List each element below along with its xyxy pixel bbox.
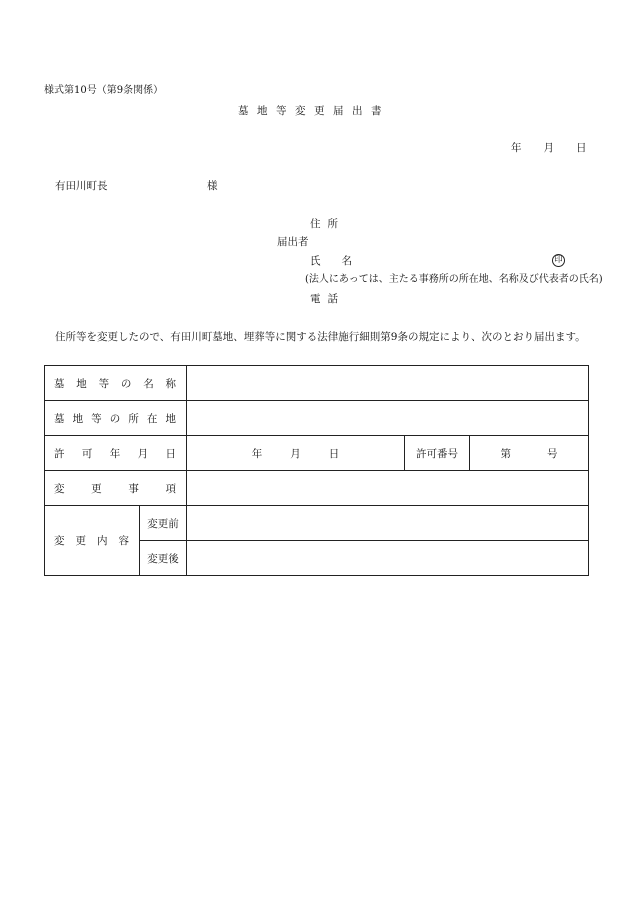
permit-year-unit: 年 bbox=[251, 447, 263, 460]
change-items-field[interactable] bbox=[187, 471, 589, 506]
cemetery-name-label: 墓 地 等 の 名 称 bbox=[54, 377, 176, 390]
before-field[interactable] bbox=[187, 506, 589, 541]
change-items-label-cell bbox=[45, 471, 187, 506]
cemetery-location-field[interactable] bbox=[187, 401, 589, 436]
date-month-label: 月 bbox=[543, 142, 554, 154]
table-row bbox=[45, 401, 589, 436]
date-day-label: 日 bbox=[576, 142, 587, 154]
table-row bbox=[45, 366, 589, 401]
submission-date bbox=[511, 143, 587, 154]
honorific: 様 bbox=[207, 180, 218, 192]
cemetery-name-field[interactable] bbox=[187, 366, 589, 401]
permit-date-field[interactable] bbox=[187, 436, 405, 471]
name-label: 氏名 bbox=[310, 255, 373, 267]
cemetery-location-label-cell bbox=[45, 401, 187, 436]
addressee: 有田川町長 bbox=[55, 180, 108, 192]
address-label: 住所 bbox=[310, 218, 345, 230]
form-number: 様式第10号（第9条関係） bbox=[44, 85, 164, 96]
corporate-note: (法人にあっては、主たる事務所の所在地、名称及び代表者の氏名) bbox=[305, 274, 603, 285]
permit-month-unit: 月 bbox=[290, 447, 301, 460]
permit-day-unit: 日 bbox=[328, 447, 340, 460]
permit-number-field[interactable] bbox=[470, 436, 589, 471]
phone-label: 電話 bbox=[310, 293, 345, 305]
change-content-label: 変 更 内 容 bbox=[54, 535, 129, 547]
form-title: 墓地等変更届出書 bbox=[238, 105, 390, 117]
permit-date-label: 許 可 年 月 日 bbox=[54, 447, 176, 460]
date-year-label: 年 bbox=[511, 142, 522, 154]
seal-mark: 印 bbox=[552, 254, 565, 267]
permit-number-suffix: 号 bbox=[547, 447, 558, 460]
table-row bbox=[45, 436, 589, 471]
applicant-label: 届出者 bbox=[277, 236, 309, 248]
table-row bbox=[45, 506, 589, 541]
table-row bbox=[45, 471, 589, 506]
change-items-label: 変 更 事 項 bbox=[54, 482, 176, 495]
after-label: 変更後 bbox=[140, 541, 187, 576]
permit-date-label-cell bbox=[45, 436, 187, 471]
body-text: 住所等を変更したので、有田川町墓地、埋葬等に関する法律施行細則第9条の規定により、次のとおり届出ます。 bbox=[55, 331, 586, 343]
change-content-label-cell bbox=[45, 506, 140, 576]
permit-number-label: 許可番号 bbox=[405, 436, 470, 471]
cemetery-location-label: 墓 地 等 の 所 在 地 bbox=[54, 412, 176, 425]
before-label: 変更前 bbox=[140, 506, 187, 541]
cemetery-name-label-cell bbox=[45, 366, 187, 401]
change-form-table bbox=[44, 365, 589, 576]
after-field[interactable] bbox=[187, 541, 589, 576]
permit-number-prefix: 第 bbox=[500, 447, 511, 460]
